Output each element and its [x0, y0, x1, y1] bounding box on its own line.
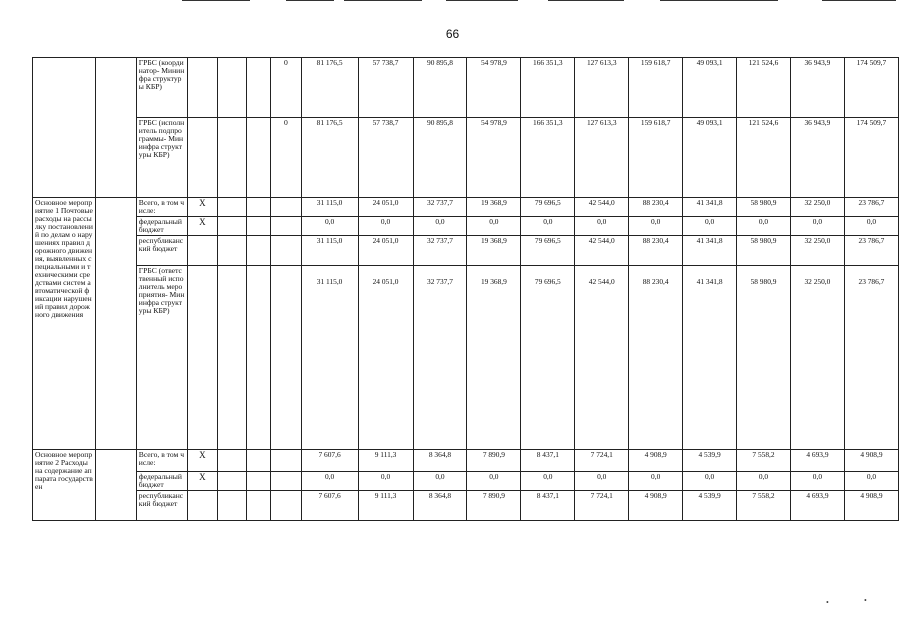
table-row	[33, 118, 899, 198]
value-cell: 8 437,1	[521, 490, 575, 520]
mark-cell: X	[187, 198, 218, 217]
value-cell: 0,0	[301, 216, 358, 235]
value-cell: 41 341,8	[683, 265, 737, 449]
value-cell: 19 368,9	[467, 265, 521, 449]
blank-cell	[218, 449, 246, 471]
executor-cell: ГРБС (ответственный исполнитель мероприятия- Мининфра структуры КБР)	[136, 265, 187, 449]
mark-cell	[187, 265, 218, 449]
code-cell	[271, 265, 302, 449]
mark-cell	[187, 490, 218, 520]
blank-cell	[96, 58, 137, 198]
value-cell: 54 978,9	[467, 118, 521, 198]
value-cell: 36 943,9	[790, 118, 844, 198]
mark-cell: X	[187, 471, 218, 490]
value-cell: 90 895,8	[413, 58, 467, 118]
value-cell: 7 890,9	[467, 449, 521, 471]
value-cell: 88 230,4	[629, 235, 683, 265]
value-cell: 24 051,0	[358, 265, 413, 449]
mark-cell	[187, 235, 218, 265]
value-cell: 7 607,6	[301, 490, 358, 520]
mark-cell: X	[187, 449, 218, 471]
footer-mark: •	[826, 598, 829, 607]
blank-cell	[218, 216, 246, 235]
value-cell: 8 364,8	[413, 449, 467, 471]
code-cell	[271, 235, 302, 265]
value-cell: 31 115,0	[301, 198, 358, 217]
code-cell	[271, 198, 302, 217]
value-cell: 24 051,0	[358, 198, 413, 217]
table-row	[33, 449, 899, 471]
code-cell: 0	[271, 118, 302, 198]
mark-cell	[187, 58, 218, 118]
value-cell: 0,0	[521, 216, 575, 235]
value-cell: 166 351,3	[521, 118, 575, 198]
value-cell: 0,0	[575, 471, 629, 490]
table-row	[33, 471, 899, 490]
blank-cell	[246, 216, 270, 235]
value-cell: 57 738,7	[358, 118, 413, 198]
blank-cell	[218, 471, 246, 490]
value-cell: 0,0	[521, 471, 575, 490]
header-rule	[548, 0, 624, 1]
value-cell: 0,0	[844, 216, 898, 235]
value-cell: 32 737,7	[413, 265, 467, 449]
header-rule	[660, 0, 778, 1]
table-row	[33, 235, 899, 265]
value-cell: 0,0	[629, 216, 683, 235]
blank-cell	[218, 118, 246, 198]
blank-cell	[96, 449, 137, 520]
value-cell: 7 724,1	[575, 490, 629, 520]
value-cell: 9 111,3	[358, 490, 413, 520]
value-cell: 0,0	[844, 471, 898, 490]
code-cell	[271, 490, 302, 520]
mark-cell	[187, 118, 218, 198]
value-cell: 7 558,2	[737, 490, 791, 520]
value-cell: 58 980,9	[737, 265, 791, 449]
header-rule	[446, 0, 518, 1]
value-cell: 32 250,0	[790, 265, 844, 449]
value-cell: 0,0	[358, 216, 413, 235]
executor-cell: ГРБС (координатор- Мининфра структуры КБР)	[136, 58, 187, 118]
value-cell: 79 696,5	[521, 198, 575, 217]
budget-table	[32, 57, 899, 521]
value-cell: 81 176,5	[301, 58, 358, 118]
blank-cell	[246, 449, 270, 471]
value-cell: 0,0	[683, 471, 737, 490]
code-cell: 0	[271, 58, 302, 118]
value-cell: 42 544,0	[575, 235, 629, 265]
value-cell: 32 250,0	[790, 198, 844, 217]
table-row	[33, 198, 899, 217]
value-cell: 79 696,5	[521, 265, 575, 449]
value-cell: 31 115,0	[301, 265, 358, 449]
blank-cell	[246, 58, 270, 118]
value-cell: 41 341,8	[683, 198, 737, 217]
value-cell: 88 230,4	[629, 198, 683, 217]
value-cell: 31 115,0	[301, 235, 358, 265]
value-cell: 4 908,9	[844, 490, 898, 520]
value-cell: 0,0	[413, 216, 467, 235]
value-cell: 174 509,7	[844, 58, 898, 118]
header-rule	[822, 0, 896, 1]
value-cell: 4 539,9	[683, 449, 737, 471]
value-cell: 0,0	[790, 471, 844, 490]
measure-name-cell	[33, 58, 96, 198]
value-cell: 0,0	[358, 471, 413, 490]
value-cell: 4 693,9	[790, 490, 844, 520]
blank-cell	[246, 265, 270, 449]
executor-cell: республиканский бюджет	[136, 235, 187, 265]
value-cell: 0,0	[467, 216, 521, 235]
value-cell: 9 111,3	[358, 449, 413, 471]
value-cell: 7 558,2	[737, 449, 791, 471]
header-rule	[182, 0, 250, 1]
value-cell: 19 368,9	[467, 198, 521, 217]
code-cell	[271, 471, 302, 490]
value-cell: 0,0	[790, 216, 844, 235]
blank-cell	[218, 58, 246, 118]
page-number: 66	[445, 27, 460, 41]
value-cell: 7 724,1	[575, 449, 629, 471]
value-cell: 54 978,9	[467, 58, 521, 118]
value-cell: 8 437,1	[521, 449, 575, 471]
executor-cell: федеральный бюджет	[136, 471, 187, 490]
value-cell: 58 980,9	[737, 235, 791, 265]
value-cell: 7 607,6	[301, 449, 358, 471]
blank-cell	[218, 198, 246, 217]
value-cell: 121 524,6	[737, 58, 791, 118]
value-cell: 58 980,9	[737, 198, 791, 217]
value-cell: 121 524,6	[737, 118, 791, 198]
code-cell	[271, 216, 302, 235]
executor-cell: Всего, в том числе:	[136, 198, 187, 217]
blank-cell	[246, 198, 270, 217]
value-cell: 7 890,9	[467, 490, 521, 520]
table-row	[33, 216, 899, 235]
value-cell: 41 341,8	[683, 235, 737, 265]
measure-name-cell: Основное мероприятие 1 Почтовые расходы на рассылку постановлений по делам о нарушениях правил дорожного движения, выявленных специальными и техническими средствами систем автоматической фиксации нарушений правил дорожного движения	[33, 198, 96, 450]
executor-cell: Всего, в том числе:	[136, 449, 187, 471]
blank-cell	[218, 490, 246, 520]
value-cell: 4 693,9	[790, 449, 844, 471]
value-cell: 0,0	[467, 471, 521, 490]
value-cell: 32 737,7	[413, 235, 467, 265]
value-cell: 0,0	[737, 471, 791, 490]
executor-cell: республиканский бюджет	[136, 490, 187, 520]
value-cell: 36 943,9	[790, 58, 844, 118]
blank-cell	[218, 235, 246, 265]
value-cell: 81 176,5	[301, 118, 358, 198]
value-cell: 159 618,7	[629, 118, 683, 198]
blank-cell	[246, 235, 270, 265]
mark-cell: X	[187, 216, 218, 235]
header-rule	[286, 0, 334, 1]
executor-cell: ГРБС (исполнитель подпрограммы- Мининфра структуры КБР)	[136, 118, 187, 198]
value-cell: 90 895,8	[413, 118, 467, 198]
value-cell: 42 544,0	[575, 265, 629, 449]
blank-cell	[246, 471, 270, 490]
value-cell: 0,0	[629, 471, 683, 490]
blank-cell	[96, 198, 137, 450]
value-cell: 23 786,7	[844, 235, 898, 265]
value-cell: 79 696,5	[521, 235, 575, 265]
blank-cell	[218, 265, 246, 449]
value-cell: 88 230,4	[629, 265, 683, 449]
value-cell: 23 786,7	[844, 265, 898, 449]
executor-cell: федеральный бюджет	[136, 216, 187, 235]
value-cell: 32 737,7	[413, 198, 467, 217]
value-cell: 4 908,9	[629, 449, 683, 471]
value-cell: 4 908,9	[844, 449, 898, 471]
header-rule	[344, 0, 422, 1]
blank-cell	[246, 118, 270, 198]
value-cell: 0,0	[301, 471, 358, 490]
blank-cell	[246, 490, 270, 520]
value-cell: 49 093,1	[683, 118, 737, 198]
value-cell: 4 908,9	[629, 490, 683, 520]
value-cell: 49 093,1	[683, 58, 737, 118]
table-row	[33, 58, 899, 118]
value-cell: 127 613,3	[575, 118, 629, 198]
value-cell: 0,0	[413, 471, 467, 490]
table-row	[33, 490, 899, 520]
value-cell: 0,0	[737, 216, 791, 235]
value-cell: 127 613,3	[575, 58, 629, 118]
value-cell: 4 539,9	[683, 490, 737, 520]
value-cell: 174 509,7	[844, 118, 898, 198]
measure-name-cell: Основное мероприятие 2 Расходы на содержание аппарата государствен	[33, 449, 96, 520]
value-cell: 159 618,7	[629, 58, 683, 118]
value-cell: 32 250,0	[790, 235, 844, 265]
value-cell: 23 786,7	[844, 198, 898, 217]
footer-mark: •	[864, 596, 867, 605]
value-cell: 8 364,8	[413, 490, 467, 520]
value-cell: 42 544,0	[575, 198, 629, 217]
value-cell: 19 368,9	[467, 235, 521, 265]
value-cell: 24 051,0	[358, 235, 413, 265]
table-row	[33, 265, 899, 449]
value-cell: 0,0	[575, 216, 629, 235]
code-cell	[271, 449, 302, 471]
value-cell: 57 738,7	[358, 58, 413, 118]
value-cell: 0,0	[683, 216, 737, 235]
value-cell: 166 351,3	[521, 58, 575, 118]
